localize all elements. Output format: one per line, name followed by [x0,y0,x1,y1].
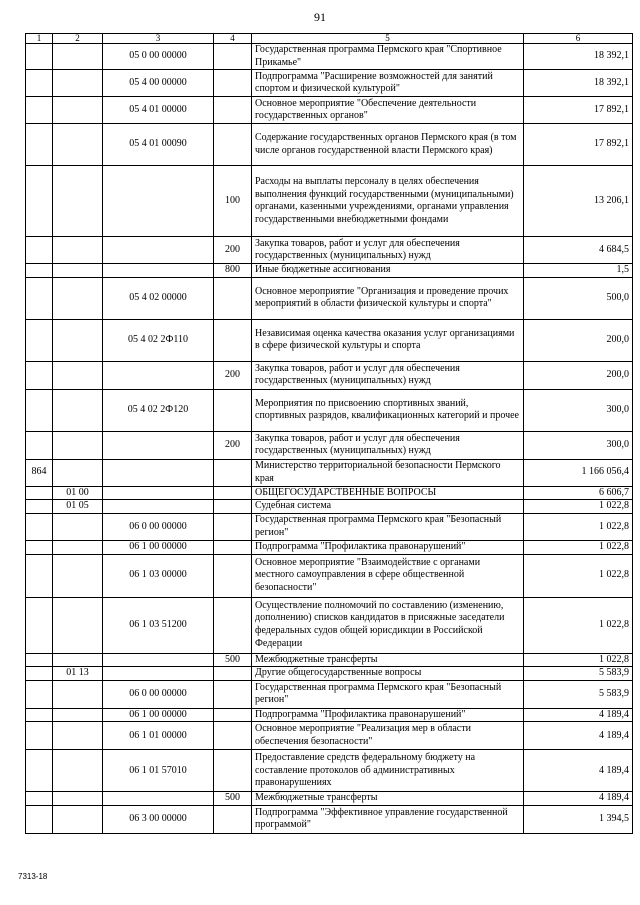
amount-cell: 17 892,1 [524,97,633,124]
target-article-cell: 06 1 01 57010 [103,750,214,792]
target-article-cell: 05 4 00 00000 [103,70,214,97]
ministry-code-cell [26,708,53,722]
section-code-cell [53,361,103,389]
expense-type-cell [214,680,252,708]
page-number: 91 [314,10,326,24]
table-row [26,124,633,166]
target-article-cell: 06 1 00 00000 [103,708,214,722]
expense-type-cell: 200 [214,431,252,459]
expense-type-cell: 100 [214,166,252,237]
item-name-cell: Государственная программа Пермского края "Безопасный регион" [252,680,524,708]
column-header: 1 [26,34,53,44]
section-code-cell [53,166,103,237]
table-row [26,513,633,540]
table-row [26,264,633,278]
expense-type-cell [214,513,252,540]
item-name-cell: Подпрограмма "Профилактика правонарушений" [252,708,524,722]
target-article-cell: 06 1 03 00000 [103,554,214,597]
target-article-cell: 06 0 00 00000 [103,680,214,708]
expense-type-cell [214,486,252,500]
ministry-code-cell [26,124,53,166]
budget-table [25,33,633,834]
table-row [26,792,633,806]
table-header [26,34,633,44]
item-name-cell: ОБЩЕГОСУДАРСТВЕННЫЕ ВОПРОСЫ [252,486,524,500]
target-article-cell [103,459,214,486]
section-code-cell [53,513,103,540]
amount-cell: 1 166 056,4 [524,459,633,486]
expense-type-cell [214,97,252,124]
table-row [26,97,633,124]
section-code-cell [53,389,103,431]
table-row [26,597,633,653]
ministry-code-cell [26,237,53,264]
amount-cell: 4 189,4 [524,708,633,722]
expense-type-cell [214,459,252,486]
amount-cell: 1 022,8 [524,597,633,653]
amount-cell: 1 394,5 [524,805,633,833]
item-name-cell: Государственная программа Пермского края "Спортивное Прикамье" [252,44,524,70]
table-row [26,750,633,792]
section-code-cell [53,805,103,833]
table-row [26,319,633,361]
target-article-cell [103,264,214,278]
item-name-cell: Межбюджетные трансферты [252,792,524,806]
item-name-cell: Независимая оценка качества оказания услуг организациями в сфере физической культуры и спорта [252,319,524,361]
target-article-cell: 05 4 02 2Ф120 [103,389,214,431]
target-article-cell: 05 4 02 2Ф110 [103,319,214,361]
ministry-code-cell [26,431,53,459]
ministry-code-cell [26,361,53,389]
expense-type-cell: 800 [214,264,252,278]
target-article-cell [103,500,214,514]
column-header: 5 [252,34,524,44]
item-name-cell: Предоставление средств федеральному бюджету на составление протоколов об административных правонарушениях [252,750,524,792]
item-name-cell: Подпрограмма "Расширение возможностей для занятий спортом и физической культурой" [252,70,524,97]
expense-type-cell [214,708,252,722]
expense-type-cell [214,500,252,514]
amount-cell: 5 583,9 [524,680,633,708]
expense-type-cell [214,722,252,750]
section-code-cell [53,70,103,97]
target-article-cell: 06 3 00 00000 [103,805,214,833]
table-row [26,680,633,708]
section-code-cell [53,653,103,667]
section-code-cell [53,722,103,750]
table-row [26,44,633,70]
expense-type-cell [214,389,252,431]
target-article-cell: 06 1 01 00000 [103,722,214,750]
ministry-code-cell [26,97,53,124]
table-row [26,805,633,833]
ministry-code-cell [26,513,53,540]
expense-type-cell [214,554,252,597]
amount-cell: 300,0 [524,431,633,459]
table-row [26,722,633,750]
ministry-code-cell [26,792,53,806]
column-number-row [26,34,633,44]
target-article-cell [103,653,214,667]
target-article-cell [103,431,214,459]
item-name-cell: Основное мероприятие "Обеспечение деятельности государственных органов" [252,97,524,124]
target-article-cell: 06 1 03 51200 [103,597,214,653]
ministry-code-cell [26,277,53,319]
target-article-cell: 05 0 00 00000 [103,44,214,70]
ministry-code-cell [26,554,53,597]
table-row [26,237,633,264]
amount-cell: 5 583,9 [524,667,633,681]
item-name-cell: Закупка товаров, работ и услуг для обеспечения государственных (муниципальных) нужд [252,361,524,389]
target-article-cell: 05 4 01 00090 [103,124,214,166]
item-name-cell: Закупка товаров, работ и услуг для обеспечения государственных (муниципальных) нужд [252,237,524,264]
expense-type-cell [214,540,252,554]
table-row [26,431,633,459]
ministry-code-cell [26,264,53,278]
table-row [26,486,633,500]
ministry-code-cell [26,486,53,500]
table-row [26,277,633,319]
section-code-cell [53,792,103,806]
target-article-cell [103,237,214,264]
section-code-cell [53,431,103,459]
ministry-code-cell [26,44,53,70]
table-row [26,166,633,237]
expense-type-cell [214,667,252,681]
item-name-cell: Расходы на выплаты персоналу в целях обеспечения выполнения функций государственными (муниципальными) органами, казенными учреждениями, органами управления государственными внебюджетными фондами [252,166,524,237]
table-row [26,459,633,486]
section-code-cell: 01 00 [53,486,103,500]
table-body [26,44,633,834]
item-name-cell: Судебная система [252,500,524,514]
section-code-cell [53,597,103,653]
section-code-cell [53,459,103,486]
amount-cell: 200,0 [524,319,633,361]
column-header: 4 [214,34,252,44]
target-article-cell [103,667,214,681]
table-row [26,500,633,514]
amount-cell: 1 022,8 [524,554,633,597]
table-row [26,667,633,681]
item-name-cell: Подпрограмма "Эффективное управление государственной программой" [252,805,524,833]
target-article-cell [103,166,214,237]
item-name-cell: Основное мероприятие "Организация и проведение прочих мероприятий в области физической культуры и спорта" [252,277,524,319]
target-article-cell: 06 1 00 00000 [103,540,214,554]
expense-type-cell [214,597,252,653]
column-header: 6 [524,34,633,44]
target-article-cell [103,361,214,389]
ministry-code-cell: 864 [26,459,53,486]
table-row [26,653,633,667]
ministry-code-cell [26,166,53,237]
ministry-code-cell [26,319,53,361]
table-row [26,389,633,431]
expense-type-cell [214,319,252,361]
amount-cell: 18 392,1 [524,70,633,97]
amount-cell: 1 022,8 [524,653,633,667]
item-name-cell: Основное мероприятие "Реализация мер в области обеспечения безопасности" [252,722,524,750]
section-code-cell [53,264,103,278]
target-article-cell: 06 0 00 00000 [103,513,214,540]
section-code-cell [53,124,103,166]
target-article-cell [103,486,214,500]
section-code-cell [53,44,103,70]
amount-cell: 1 022,8 [524,540,633,554]
expense-type-cell [214,277,252,319]
expense-type-cell [214,750,252,792]
section-code-cell [53,708,103,722]
section-code-cell [53,540,103,554]
item-name-cell: Мероприятия по присвоению спортивных званий, спортивных разрядов, квалификационных категорий и прочее [252,389,524,431]
ministry-code-cell [26,70,53,97]
amount-cell: 1,5 [524,264,633,278]
expense-type-cell [214,70,252,97]
ministry-code-cell [26,750,53,792]
expense-type-cell: 200 [214,237,252,264]
table-row [26,554,633,597]
table-row [26,540,633,554]
item-name-cell: Государственная программа Пермского края "Безопасный регион" [252,513,524,540]
section-code-cell [53,277,103,319]
expense-type-cell: 500 [214,653,252,667]
amount-cell: 4 189,4 [524,792,633,806]
expense-type-cell: 200 [214,361,252,389]
amount-cell: 4 189,4 [524,750,633,792]
item-name-cell: Содержание государственных органов Пермского края (в том числе органов государственной власти Пермского края) [252,124,524,166]
amount-cell: 4 684,5 [524,237,633,264]
section-code-cell [53,97,103,124]
item-name-cell: Иные бюджетные ассигнования [252,264,524,278]
ministry-code-cell [26,540,53,554]
item-name-cell: Закупка товаров, работ и услуг для обеспечения государственных (муниципальных) нужд [252,431,524,459]
section-code-cell [53,750,103,792]
ministry-code-cell [26,500,53,514]
target-article-cell [103,792,214,806]
ministry-code-cell [26,680,53,708]
section-code-cell [53,319,103,361]
amount-cell: 1 022,8 [524,500,633,514]
expense-type-cell [214,44,252,70]
document-code: 7313-18 [18,872,48,881]
amount-cell: 1 022,8 [524,513,633,540]
amount-cell: 200,0 [524,361,633,389]
table-row [26,708,633,722]
item-name-cell: Межбюджетные трансферты [252,653,524,667]
item-name-cell: Подпрограмма "Профилактика правонарушений" [252,540,524,554]
amount-cell: 500,0 [524,277,633,319]
ministry-code-cell [26,389,53,431]
section-code-cell: 01 13 [53,667,103,681]
item-name-cell: Осуществление полномочий по составлению (изменению, дополнению) списков кандидатов в присяжные заседатели федеральных судов общей юрисдикции в Российской Федерации [252,597,524,653]
amount-cell: 4 189,4 [524,722,633,750]
section-code-cell: 01 05 [53,500,103,514]
expense-type-cell [214,805,252,833]
amount-cell: 17 892,1 [524,124,633,166]
ministry-code-cell [26,805,53,833]
target-article-cell: 05 4 01 00000 [103,97,214,124]
section-code-cell [53,680,103,708]
item-name-cell: Министерство территориальной безопасности Пермского края [252,459,524,486]
section-code-cell [53,237,103,264]
amount-cell: 300,0 [524,389,633,431]
amount-cell: 13 206,1 [524,166,633,237]
ministry-code-cell [26,597,53,653]
table-row [26,70,633,97]
table-row [26,361,633,389]
column-header: 2 [53,34,103,44]
amount-cell: 6 606,7 [524,486,633,500]
item-name-cell: Основное мероприятие "Взаимодействие с органами местного самоуправления в сфере общественной безопасности" [252,554,524,597]
expense-type-cell: 500 [214,792,252,806]
ministry-code-cell [26,653,53,667]
section-code-cell [53,554,103,597]
amount-cell: 18 392,1 [524,44,633,70]
ministry-code-cell [26,722,53,750]
column-header: 3 [103,34,214,44]
expense-type-cell [214,124,252,166]
item-name-cell: Другие общегосударственные вопросы [252,667,524,681]
target-article-cell: 05 4 02 00000 [103,277,214,319]
ministry-code-cell [26,667,53,681]
